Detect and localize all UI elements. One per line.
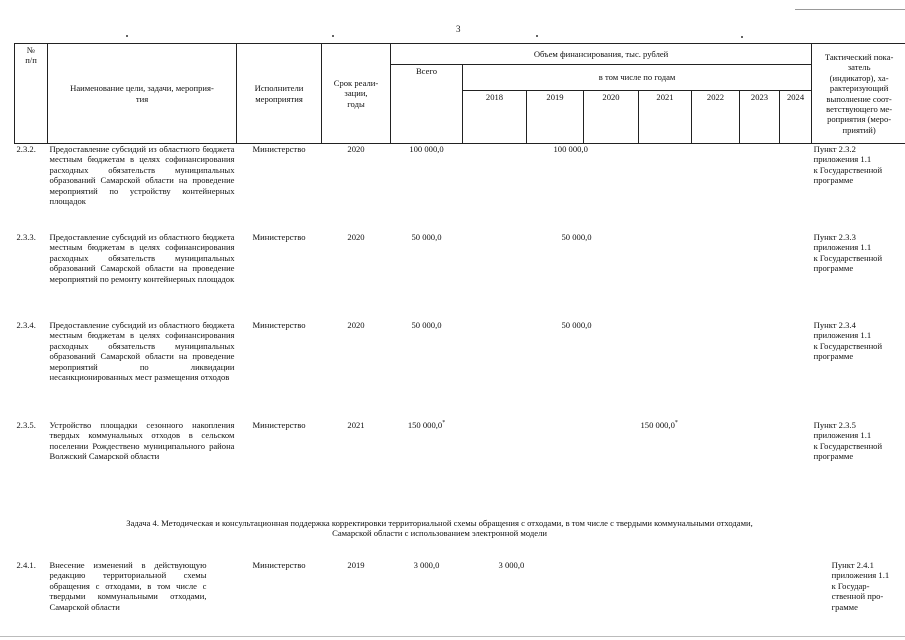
row-number: 2.3.2. <box>16 144 36 154</box>
row-name: Предоставление субсидий из областного бюджета местным бюджетам в целях софинансирования расходных обязательств муниципальных образований Самарской области на проведение мероприятий по ремонту контейнерных площадок <box>49 232 235 284</box>
row-indicator: Пункт 2.3.4 приложения 1.1 к Государственной программе <box>813 320 883 362</box>
header-indicator: Тактический пока- затель (индикатор), ха- рактеризующий выполнение соот- ветствующего ме- роприятия (меро- приятий) <box>812 44 905 144</box>
row-2021: 150 000,0 <box>640 420 675 430</box>
footnote-mark: * <box>442 420 446 427</box>
header-name: Наименование цели, задачи, мероприя- тия <box>48 44 237 144</box>
row-2020: 100 000,0 <box>553 144 588 154</box>
row-indicator: Пункт 2.3.2 приложения 1.1 к Государственной программе <box>813 144 883 186</box>
scan-edge <box>0 636 905 637</box>
row-name: Внесение изменений в действующую редакцию территориальной схемы обращения с отходами, в том числе с твердыми коммунальными отходами, Самарской области <box>49 560 207 612</box>
row-number: 2.3.3. <box>16 232 36 242</box>
table-row <box>15 548 905 620</box>
table-row <box>15 420 905 508</box>
row-name: Устройство площадки сезонного накопления твердых коммунальных отходов в сельском поселении Рождествено муниципального района Волжский Самарской области <box>49 420 235 462</box>
row-number: 2.3.5. <box>16 420 36 430</box>
row-term: 2020 <box>347 320 365 330</box>
row-number: 2.3.4. <box>16 320 36 330</box>
row-total: 50 000,0 <box>411 232 442 242</box>
header-num: № п/п <box>15 44 48 144</box>
row-number: 2.4.1. <box>16 560 36 570</box>
header-year: 2024 <box>780 91 812 144</box>
page-number: 3 <box>456 24 461 34</box>
header-year: 2019 <box>527 91 584 144</box>
row-executor: Министерство <box>252 232 306 242</box>
scan-dot <box>332 35 334 37</box>
financing-table <box>14 43 905 620</box>
header-by-years: в том числе по годам <box>463 65 812 91</box>
row-2019: 3 000,0 <box>498 560 525 570</box>
row-total: 50 000,0 <box>411 320 442 330</box>
header-total: Всего <box>391 65 463 144</box>
row-total: 3 000,0 <box>413 560 440 570</box>
row-executor: Министерство <box>252 420 306 430</box>
row-name: Предоставление субсидий из областного бюджета местным бюджетам в целях софинансирования расходных обязательств муниципальных образований Самарской области на проведение мероприятий по устройству контейнерных площадок <box>49 144 235 207</box>
table-row <box>15 232 905 320</box>
header-term: Срок реали- зации, годы <box>322 44 391 144</box>
row-name: Предоставление субсидий из областного бюджета местным бюджетам в целях софинансирования расходных обязательств муниципальных образований Самарской области на проведение мероприятий по ликвидации несанкционированных мест размещения отходов <box>49 320 235 383</box>
header-year: 2023 <box>740 91 780 144</box>
row-executor: Министерство <box>252 560 306 570</box>
footnote-mark: * <box>674 420 678 427</box>
row-total: 100 000,0 <box>409 144 444 154</box>
row-indicator: Пункт 2.3.3 приложения 1.1 к Государственной программе <box>813 232 883 274</box>
task-heading: Задача 4. Методическая и консультационная поддержка корректировки территориальной схемы обращения с отходами, в том числе с твердыми коммунальными отходами, Самарской области с использованием электронной модели <box>126 517 753 538</box>
header-year: 2022 <box>692 91 740 144</box>
row-2020: 50 000,0 <box>561 320 592 330</box>
scan-dot <box>126 35 128 37</box>
table-row <box>15 320 905 420</box>
row-total: 150 000,0 <box>407 420 443 430</box>
row-indicator: Пункт 2.4.1 приложения 1.1 к Государ- ственной про- грамме <box>831 560 890 612</box>
row-term: 2021 <box>347 420 365 430</box>
row-executor: Министерство <box>252 144 306 154</box>
header-executors: Исполнители мероприятия <box>237 44 322 144</box>
task-heading-row <box>15 508 905 548</box>
scan-dot <box>741 36 743 38</box>
row-2020: 50 000,0 <box>561 232 592 242</box>
row-term: 2019 <box>347 560 365 570</box>
header-financing: Объем финансирования, тыс. рублей <box>391 44 812 65</box>
row-indicator: Пункт 2.3.5 приложения 1.1 к Государственной программе <box>813 420 883 462</box>
header-year: 2021 <box>639 91 692 144</box>
row-executor: Министерство <box>252 320 306 330</box>
header-year: 2018 <box>463 91 527 144</box>
top-rule <box>795 9 905 10</box>
scan-dot <box>536 35 538 37</box>
table-header <box>15 44 905 144</box>
row-term: 2020 <box>347 144 365 154</box>
row-term: 2020 <box>347 232 365 242</box>
table-row <box>15 144 905 233</box>
header-year: 2020 <box>584 91 639 144</box>
